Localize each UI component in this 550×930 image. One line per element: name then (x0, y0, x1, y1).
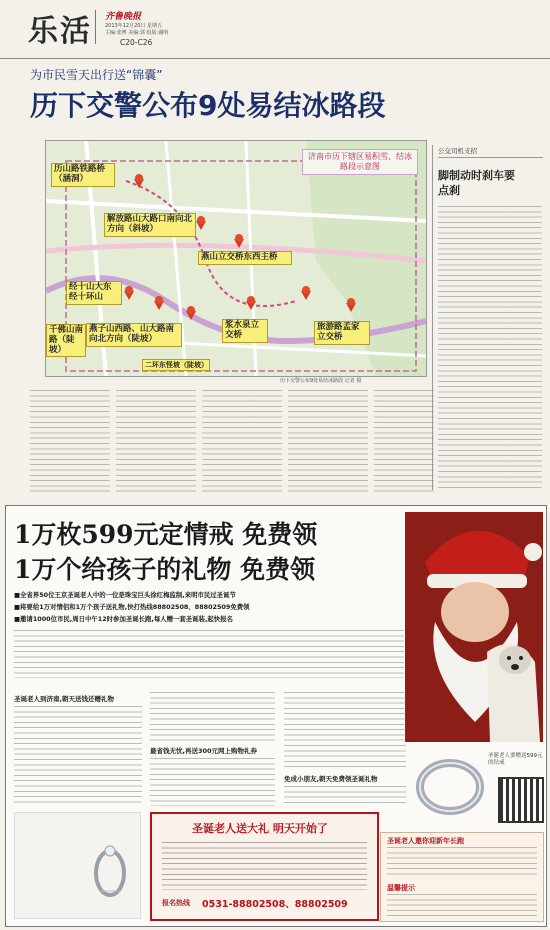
poster-phone: 0531-88802508、88802509 (202, 899, 348, 910)
map-label-3: 燕山立交桥东西主桥 (198, 251, 292, 265)
road-map (45, 140, 427, 377)
ad-bullet-1: ■全省界50位王京圣诞老人中的一位是珠宝巨头徐红梅监制,来明市民过圣诞节 (14, 591, 236, 599)
article-column-3 (202, 390, 282, 492)
ring-large-icon (410, 745, 490, 830)
map-caption: 历下交警公布9处易结冰路段 记者 摄 (280, 378, 362, 384)
santa-photo (405, 512, 543, 742)
ad-section-title-3: 免成小朋友,朝天免费领圣诞礼物 (284, 775, 378, 783)
ad-headline-2: 1万个给孩子的礼物 免费领 (14, 555, 316, 584)
ad-bullet-3: ■邀请1000位市民,周日中午12时参加圣诞长跑,每人赠一套圣诞装,起快报名 (14, 615, 233, 623)
page-range: C20-C26 (120, 38, 153, 47)
map-label-1: 历山路铁路桥（涵洞） (51, 163, 115, 187)
map-pin-8 (301, 291, 311, 300)
ring-photo-large (410, 745, 545, 830)
map-label-2: 解放路山大路口南向北方向（斜坡） (104, 213, 196, 237)
right-box-tips (387, 894, 537, 918)
editor-line: 主编:张博 美编:郭 组版:谢明 (105, 30, 169, 36)
poster-phone-label: 报名热线 (162, 899, 190, 907)
map-label-6: 燕子山西路、山大路南向北方向（陡坡） (86, 323, 182, 347)
ad-column-3b (284, 786, 406, 806)
ad-intro-text (14, 630, 404, 678)
poster-title: 圣诞老人送大礼 明天开始了 (192, 822, 328, 835)
ad-section-title-1: 圣诞老人到济南,朝天送钱还赠礼物 (14, 695, 114, 703)
map-pin-3 (234, 239, 244, 248)
article-column-5 (374, 390, 434, 492)
map-pin-2 (196, 221, 206, 230)
header-divider (95, 10, 96, 44)
date-line: 2013年12月20日 星期五 (105, 23, 163, 29)
sidebar-body (438, 206, 542, 491)
header-rule (0, 58, 550, 59)
ad-column-2 (150, 692, 275, 742)
map-label-5: 千佛山南路（陡坡） (46, 324, 86, 357)
ring-photo-small (14, 812, 141, 919)
map-label-8: 浆水泉立交桥 (222, 319, 268, 343)
qr-code (498, 777, 544, 823)
map-pin-4 (124, 291, 134, 300)
right-box-text (387, 847, 537, 877)
sidebar-tag: 公交司机支招 (438, 146, 543, 158)
map-pin-5 (154, 301, 164, 310)
map-pin-1 (134, 179, 144, 188)
article-headline: 历下交警公布9处易结冰路段 (30, 89, 386, 122)
ad-column-1 (14, 706, 142, 806)
poster-details (162, 842, 367, 890)
right-box-subtitle: 温馨提示 (387, 884, 415, 892)
paper-name: 齐鲁晚报 (105, 12, 142, 22)
right-info-box (380, 832, 544, 922)
map-pin-9 (346, 303, 356, 312)
map-title-text: 济南市历下辖区易积雪、结冰路段示意图 (308, 152, 412, 171)
map-pin-7 (246, 301, 256, 310)
article-column-2 (116, 390, 196, 492)
santa-illustration (405, 512, 543, 742)
article-column-4 (288, 390, 368, 492)
map-label-4: 经十山大东经十环山 (66, 281, 122, 305)
article-column-1 (30, 390, 110, 492)
right-box-title: 圣诞老人邀你迎新年长跑 (387, 837, 464, 845)
ad-column-3 (284, 692, 406, 770)
sidebar-headline: 脚制动时刹车要点刹 (438, 169, 515, 197)
map-label-9: 旅游路孟家立交桥 (314, 321, 370, 345)
map-pin-6 (186, 311, 196, 320)
ad-headline-1: 1万枚599元定情戒 免费领 (14, 520, 318, 549)
ad-section-title-2: 最省钱无忧,再送300元网上购物礼券 (150, 747, 258, 755)
sidebar-divider (432, 145, 433, 490)
ring-icon (15, 813, 140, 918)
ad-column-2b (150, 758, 275, 806)
map-title (302, 149, 418, 175)
ad-bullet-2: ■将要给1万对情侣和1万个孩子送礼物,快打热线88802508、88802509免费领 (14, 603, 250, 611)
event-poster (150, 812, 379, 921)
ring-caption: 圣诞老人要赠送599元的钻戒 (488, 753, 543, 766)
article-kicker: 为市民雪天出行送“锦囊” (30, 68, 163, 82)
map-label-7: 二环东怪坡（陡坡） (142, 359, 210, 371)
section-title: 乐活 (28, 14, 92, 49)
